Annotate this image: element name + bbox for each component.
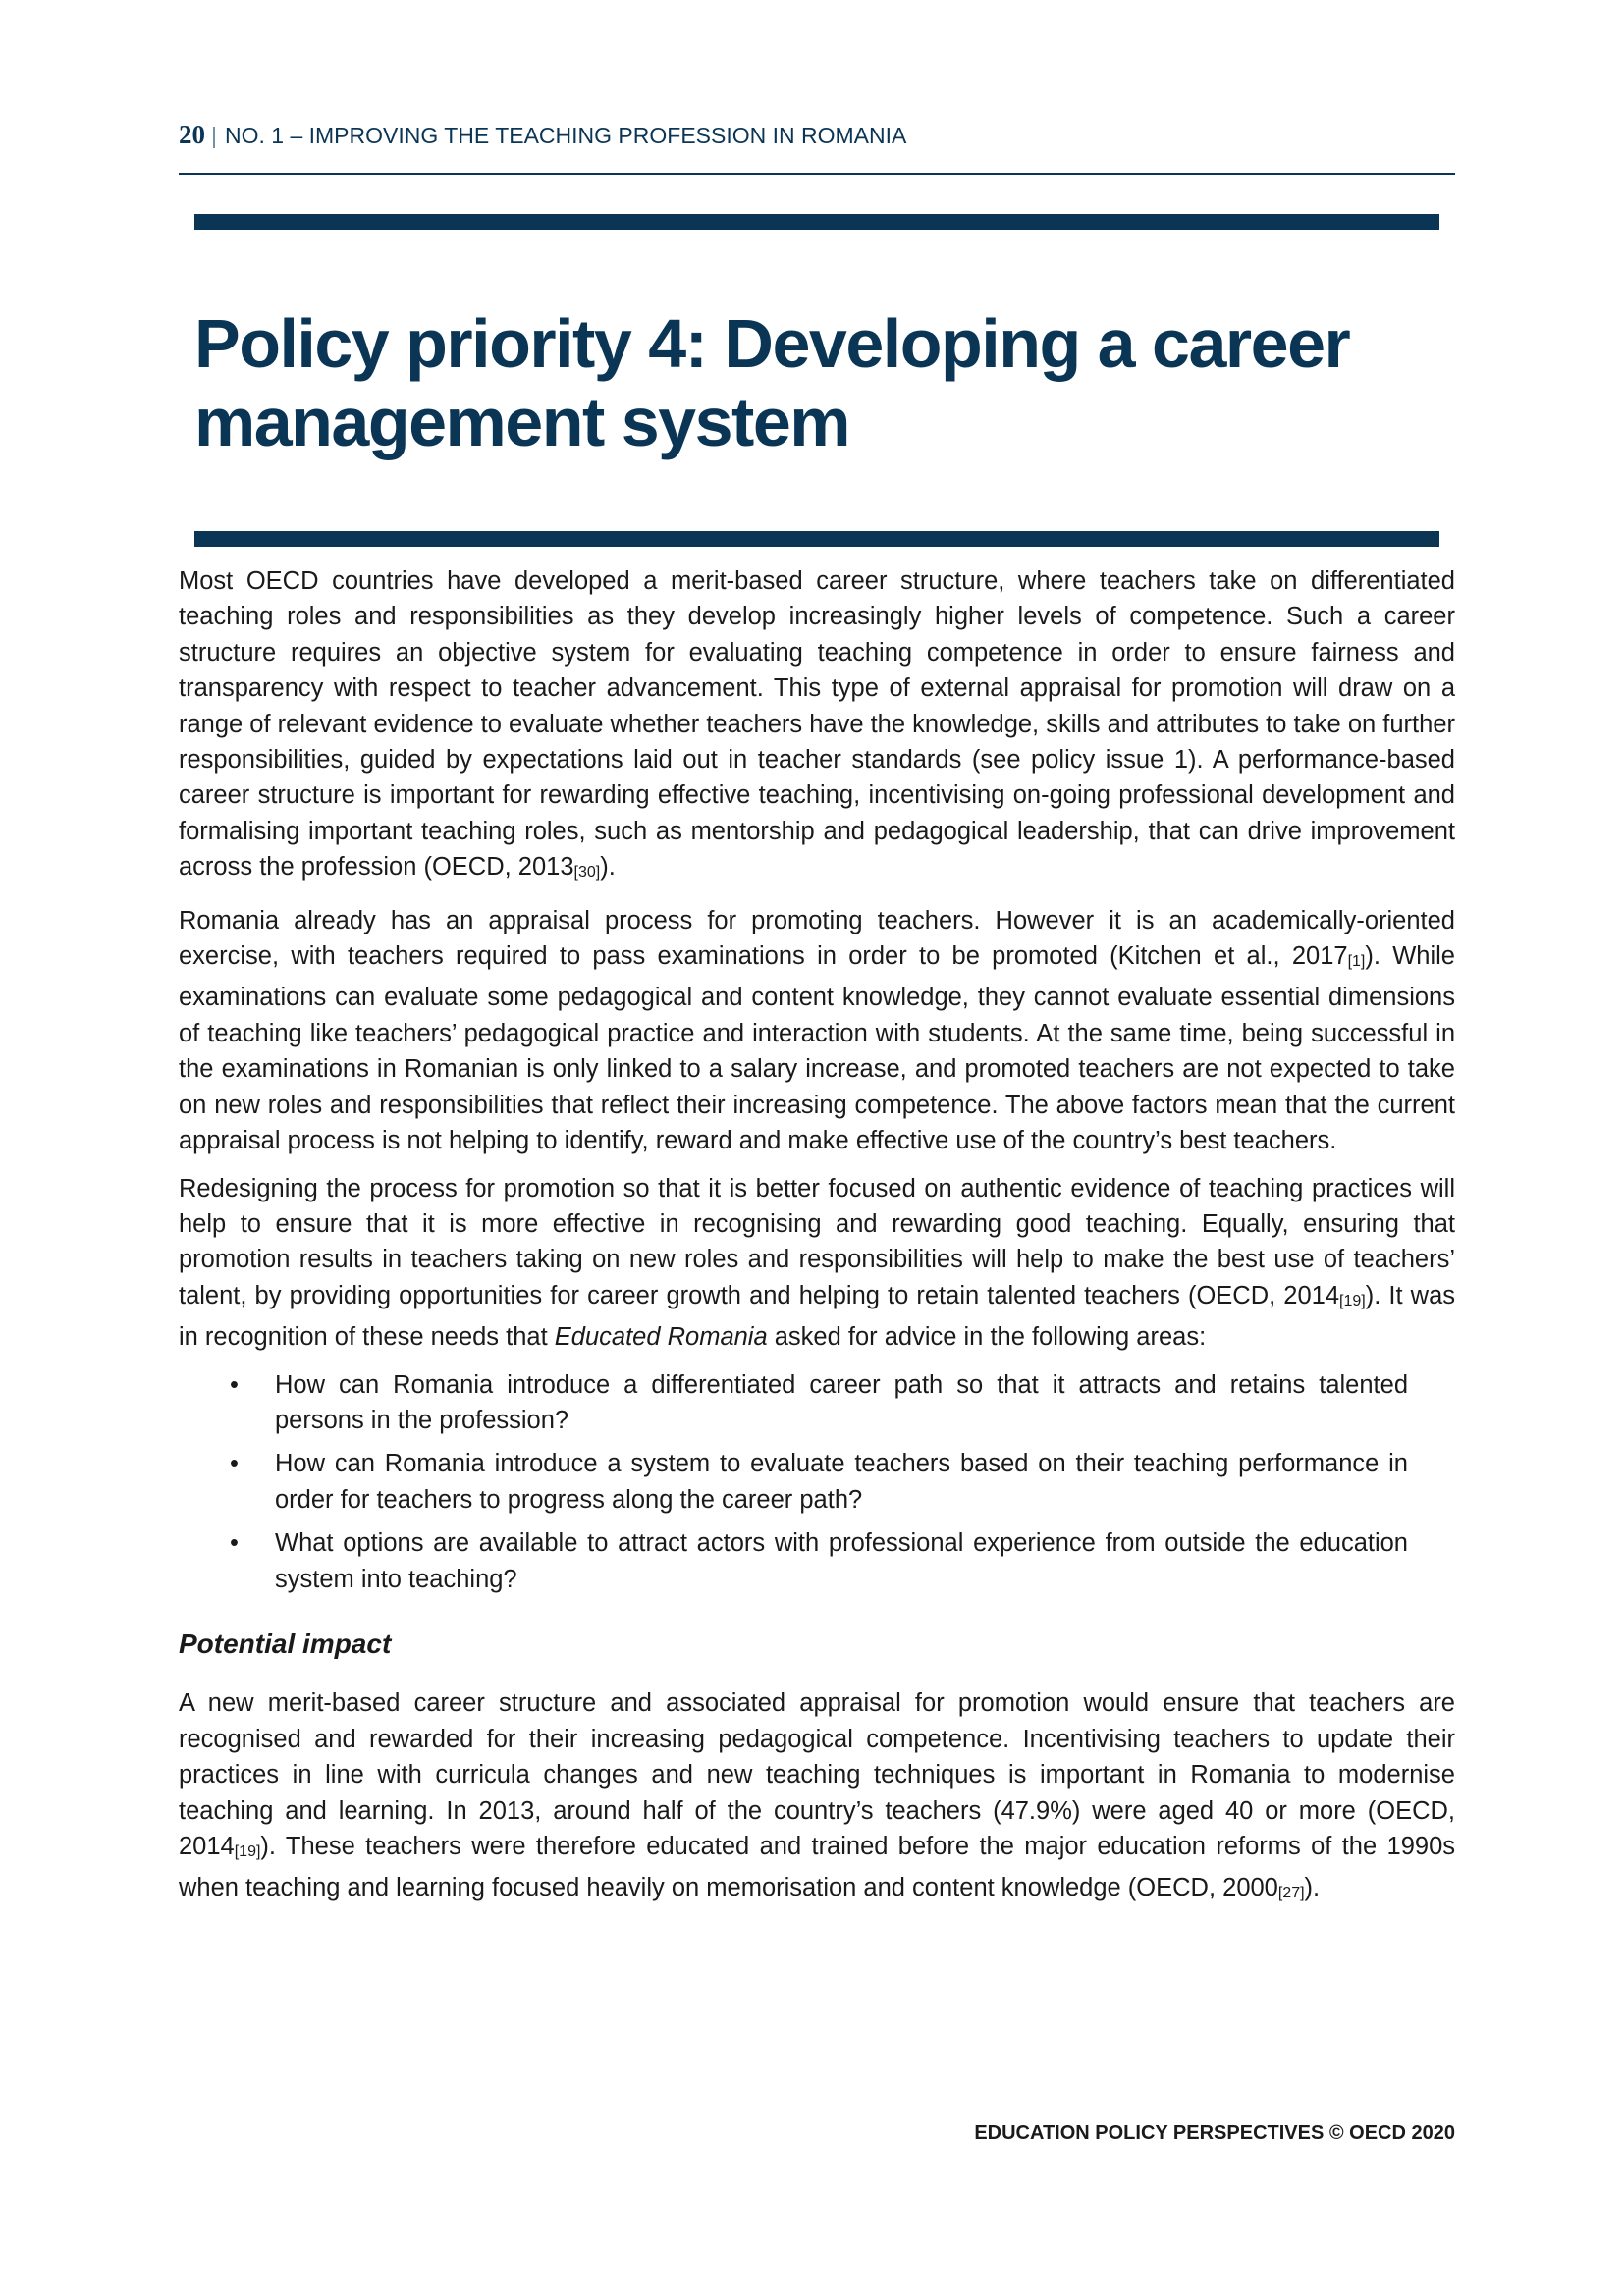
paragraph-4-end: ). [1304, 1874, 1321, 1902]
italic-title: Educated Romania [554, 1323, 768, 1352]
citation-ref: [19] [1339, 1292, 1366, 1309]
page-footer: EDUCATION POLICY PERSPECTIVES © OECD 2020 [974, 2122, 1455, 2144]
header-rule [179, 173, 1455, 175]
title-line-2: management system [194, 384, 850, 460]
paragraph-1-text: Most OECD countries have developed a merit-based career structure, where teachers take on differentiated teaching roles and responsibilities as they develop increasingly higher levels of competence. Such a career structure requires an objective system for evaluating teaching competence in order to ensure fairness and transparency with respect to teacher advancement. This type of external appraisal for promotion will draw on a range of relevant evidence to evaluate whether teachers have the knowledge, skills and attributes to take on further responsibilities, guided by expectations laid out in teacher standards (see policy issue 1). A performance-based career structure is important for rewarding effective teaching, incentivising on-going professional development and formalising important teaching roles, such as mentorship and pedagogical leadership, that can drive improvement across the profession (OECD, 2013 [179, 567, 1455, 881]
paragraph-3 [179, 1171, 1455, 1356]
list-item [179, 1525, 1455, 1597]
list-item [179, 1367, 1455, 1439]
paragraph-4 [179, 1685, 1455, 1911]
running-header [179, 120, 906, 150]
paragraph-2-text: Romania already has an appraisal process for promoting teachers. However it is an academically-oriented exercise, with teachers required to pass examinations in order to be promoted (Kitchen et al., 2017 [179, 906, 1455, 971]
section-heading: Potential impact [179, 1628, 392, 1659]
body-text [179, 563, 1455, 1924]
running-title: NO. 1 – IMPROVING THE TEACHING PROFESSION IN ROMANIA [224, 123, 907, 148]
page-number: 20 [179, 120, 205, 149]
paragraph-2-end: ). While examinations can evaluate some pedagogical and content knowledge, they cannot evaluate essential dimensions of teaching like teachers’ pedagogical practice and interaction with students. At the same time, being successful in the examinations in Romanian is only linked to a salary increase, and promoted teachers are not expected to take on new roles and responsibilities that reflect their increasing competence. The above factors mean that the current appraisal process is not helping to identify, reward and make effective use of the country’s best teachers. [179, 942, 1455, 1155]
list-item [179, 1446, 1455, 1518]
document-page [179, 0, 1455, 2296]
citation-ref: [19] [234, 1843, 261, 1860]
list-item-text: What options are available to attract actors with professional experience from outside the education system into teaching? [275, 1529, 1408, 1593]
bullet-icon: • [230, 1370, 239, 1399]
paragraph-3-text: Redesigning the process for promotion so that it is better focused on authentic evidence of teaching practices will help to ensure that it is more effective in recognising and rewarding good teaching. Equally, ensuring that promotion results in teachers taking on new roles and responsibilities will help to make the best use of teachers’ talent, by providing opportunities for career growth and helping to retain talented teachers (OECD, 2014 [179, 1174, 1455, 1309]
list-item-text: How can Romania introduce a system to evaluate teachers based on their teaching performance in order for teachers to progress along the career path? [275, 1450, 1408, 1514]
paragraph-4-text: A new merit-based career structure and associated appraisal for promotion would ensure that teachers are recognised and rewarded for their increasing pedagogical competence. Incentivising teachers to update their practices in line with curricula changes and new teaching techniques is important in Romania to modernise teaching and learning. In 2013, around half of the country’s teachers (47.9%) were aged 40 or more (OECD, 2014 [179, 1689, 1455, 1860]
paragraph-3-mid: ). It was in recognition of these needs that [179, 1281, 1455, 1352]
title-line-1: Policy priority 4: Developing a career [194, 305, 1350, 382]
page-title [194, 304, 1439, 461]
list-item-text: How can Romania introduce a differentiated career path so that it attracts and retains talented persons in the profession? [275, 1370, 1408, 1434]
title-bottom-bar [194, 531, 1439, 547]
title-top-bar [194, 214, 1439, 230]
paragraph-1-end: ). [600, 853, 616, 881]
paragraph-2 [179, 903, 1455, 1159]
citation-ref: [27] [1277, 1885, 1305, 1902]
bullet-icon: • [230, 1450, 239, 1478]
question-list [179, 1367, 1455, 1597]
citation-ref: [30] [573, 864, 601, 881]
paragraph-1 [179, 563, 1455, 891]
paragraph-4-mid: ). These teachers were therefore educated and trained before the major education reforms of the 1990s when teaching and learning focused heavily on memorisation and content knowledge (OECD, 2000 [179, 1833, 1455, 1902]
header-separator: | [211, 123, 217, 148]
citation-ref: [1] [1347, 953, 1366, 971]
bullet-icon: • [230, 1529, 239, 1558]
paragraph-3-end: asked for advice in the following areas: [767, 1323, 1207, 1352]
